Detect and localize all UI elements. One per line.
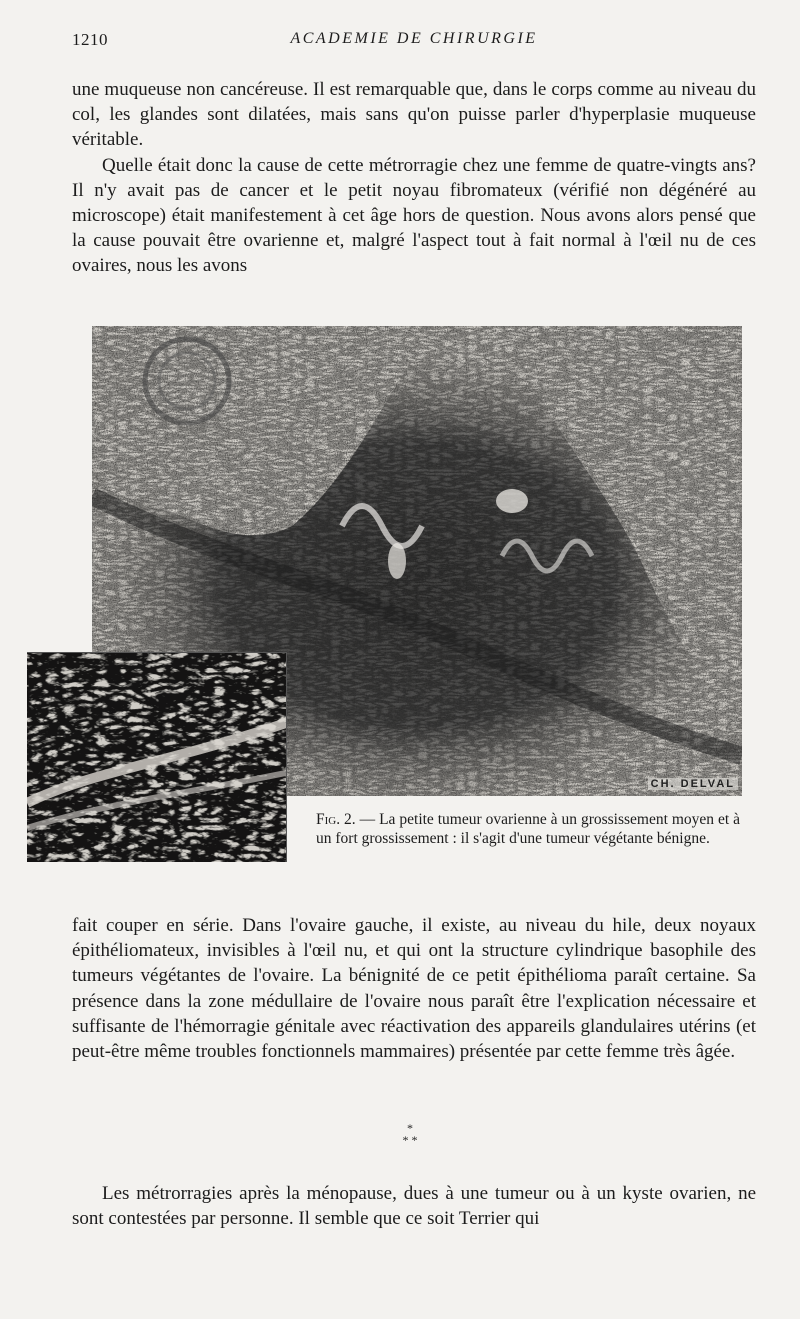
running-title: ACADEMIE DE CHIRURGIE [290,30,538,47]
asterism: * * * [402,1121,418,1147]
figure-caption [316,810,740,848]
page-header [72,30,756,56]
paragraph: Les métrorragies après la ménopause, dues à une tumeur ou à un kyste ovarien, ne sont contestées par personne. Il semble que ce soit Terrier qui [72,1183,756,1230]
paragraph: fait couper en série. Dans l'ovaire gauche, il existe, au niveau du hile, deux noyaux épithéliomateux, invisibles à l'œil nu, et qui ont la structure cylindrique basophile des tumeurs végétantes de l'ovaire. La bénignité de ce petit épithélioma paraît certaine. Sa présence dans la zone médullaire de l'ovaire nous paraît être l'explication nécessaire et suffisante de l'hémorragie génitale avec réactivation des appareils glandulaires utérins (et peut-être même troubles fonctionnels mammaires) présentée par cette femme très âgée. [72,915,756,1063]
body-text-final [72,1181,756,1231]
micrograph-high-magnification [27,652,287,862]
body-text-before-figure [72,77,756,279]
figure-caption-text: — La petite tumeur ovarienne à un grossissement moyen et à un fort grossissement : il s'agit d'une tumeur végétante bénigne. [316,811,741,847]
page-number: 1210 [72,30,108,49]
figure-label: Fig. 2. [316,811,356,828]
paragraph: une muqueuse non cancéreuse. Il est remarquable que, dans le corps comme au niveau du col, les glandes sont dilatées, mais sans qu'on puisse parler d'hyperplasie muqueuse véritable. [72,79,756,151]
paragraph: Quelle était donc la cause de cette métrorragie chez une femme de quatre-vingts ans? Il n'y avait pas de cancer et le petit noyau fibromateux (vérifié non dégénéré au microscope) était manifestement à cet âge hors de question. Nous avons alors pensé que la cause pouvait être ovarienne et, malgré l'aspect tout à fait normal à l'œil nu de ces ovaires, nous les avons [72,154,756,277]
body-text-after-figure [72,913,756,1064]
section-break-asterisks [390,1122,430,1152]
photographer-credit: CH. DELVAL [648,778,738,790]
